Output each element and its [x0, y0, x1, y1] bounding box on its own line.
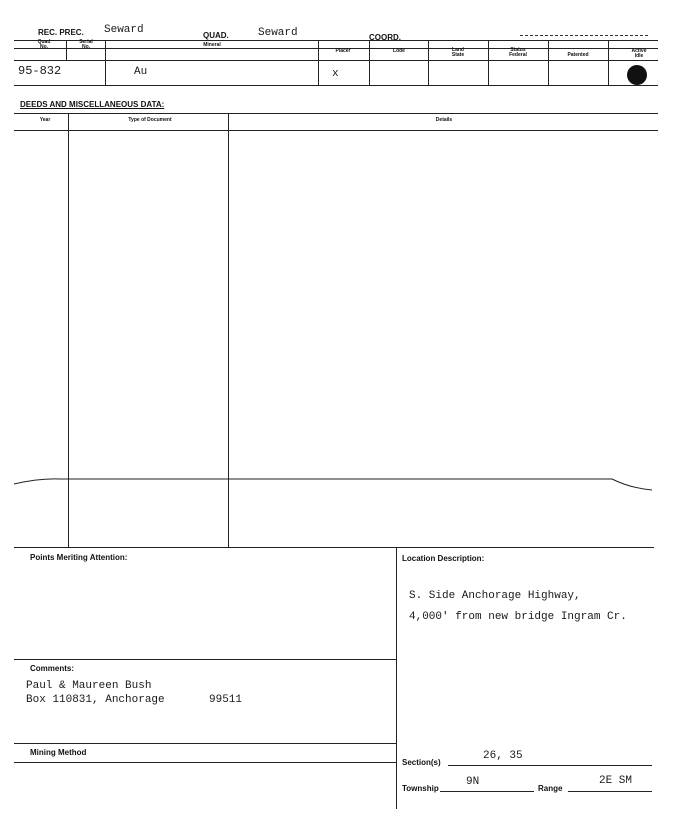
section-value: 26, 35	[483, 750, 523, 762]
comments-top-rule	[14, 659, 396, 660]
section-label: Section(s)	[402, 758, 441, 767]
active-idle-dot	[627, 65, 647, 85]
record-rule	[14, 60, 658, 61]
deeds-top-rule	[14, 113, 658, 114]
mining-bottom-rule	[14, 762, 396, 763]
section-underline	[448, 765, 652, 766]
comments-line-1: Paul & Maureen Bush	[26, 680, 152, 692]
deeds-header-rule	[14, 130, 658, 131]
col-header-lode: Lode	[393, 48, 405, 54]
column-divider	[548, 40, 549, 85]
col-header-land-state: Land State	[451, 47, 465, 58]
column-divider	[318, 40, 319, 85]
range-underline	[568, 791, 652, 792]
column-divider	[428, 40, 429, 85]
range-label: Range	[538, 784, 563, 793]
column-divider	[369, 40, 370, 85]
rec-prec-value: Seward	[104, 24, 144, 36]
location-line-2: 4,000' from new bridge Ingram Cr.	[409, 611, 627, 623]
rec-prec-label: REC. PREC.	[38, 28, 84, 37]
points-label: Points Meriting Attention:	[30, 553, 128, 562]
lower-divider	[396, 547, 397, 809]
col-header-active-idle: Active Idle	[631, 48, 647, 59]
coord-dashed-line	[520, 35, 648, 36]
continuation-line	[0, 470, 678, 500]
location-line-1: S. Side Anchorage Highway,	[409, 590, 581, 602]
column-divider	[488, 40, 489, 85]
quad-label: QUAD.	[203, 31, 229, 40]
col-header-serial-no: Serial No.	[79, 39, 93, 50]
range-value: 2E SM	[599, 775, 633, 787]
township-underline	[440, 791, 534, 792]
comments-line-2-address: Box 110831, Anchorage	[26, 694, 165, 706]
mining-top-rule	[14, 743, 396, 744]
col-header-status-federal: Status Federal	[509, 47, 527, 58]
column-divider	[608, 40, 609, 85]
comments-line-2-zip: 99511	[209, 694, 243, 706]
township-value: 9N	[466, 776, 480, 788]
deeds-col-year: Year	[39, 117, 51, 123]
col-header-placer: Placer	[335, 48, 351, 54]
location-label: Location Description:	[402, 554, 485, 563]
township-label: Township	[402, 784, 439, 793]
deeds-col-type: Type of Document	[128, 117, 172, 123]
mining-label: Mining Method	[30, 748, 87, 757]
col-header-patented: Patented	[567, 52, 589, 58]
header-bottom-rule	[14, 85, 658, 86]
deeds-col-details: Details	[435, 117, 453, 123]
quad-value: Seward	[258, 27, 298, 39]
deeds-title: DEEDS AND MISCELLANEOUS DATA:	[20, 100, 165, 109]
record-number: 95-832	[18, 64, 62, 78]
column-divider	[66, 40, 67, 60]
record-placer-mark: x	[332, 68, 339, 80]
record-mineral: Au	[134, 66, 148, 78]
col-header-mineral: Mineral	[203, 42, 221, 48]
header-top-rule	[14, 40, 658, 41]
comments-label: Comments:	[30, 664, 75, 673]
deeds-bottom-rule	[14, 547, 654, 548]
coord-label: COORD.	[369, 33, 401, 42]
col-header-quad-no: Quad No.	[37, 39, 51, 50]
